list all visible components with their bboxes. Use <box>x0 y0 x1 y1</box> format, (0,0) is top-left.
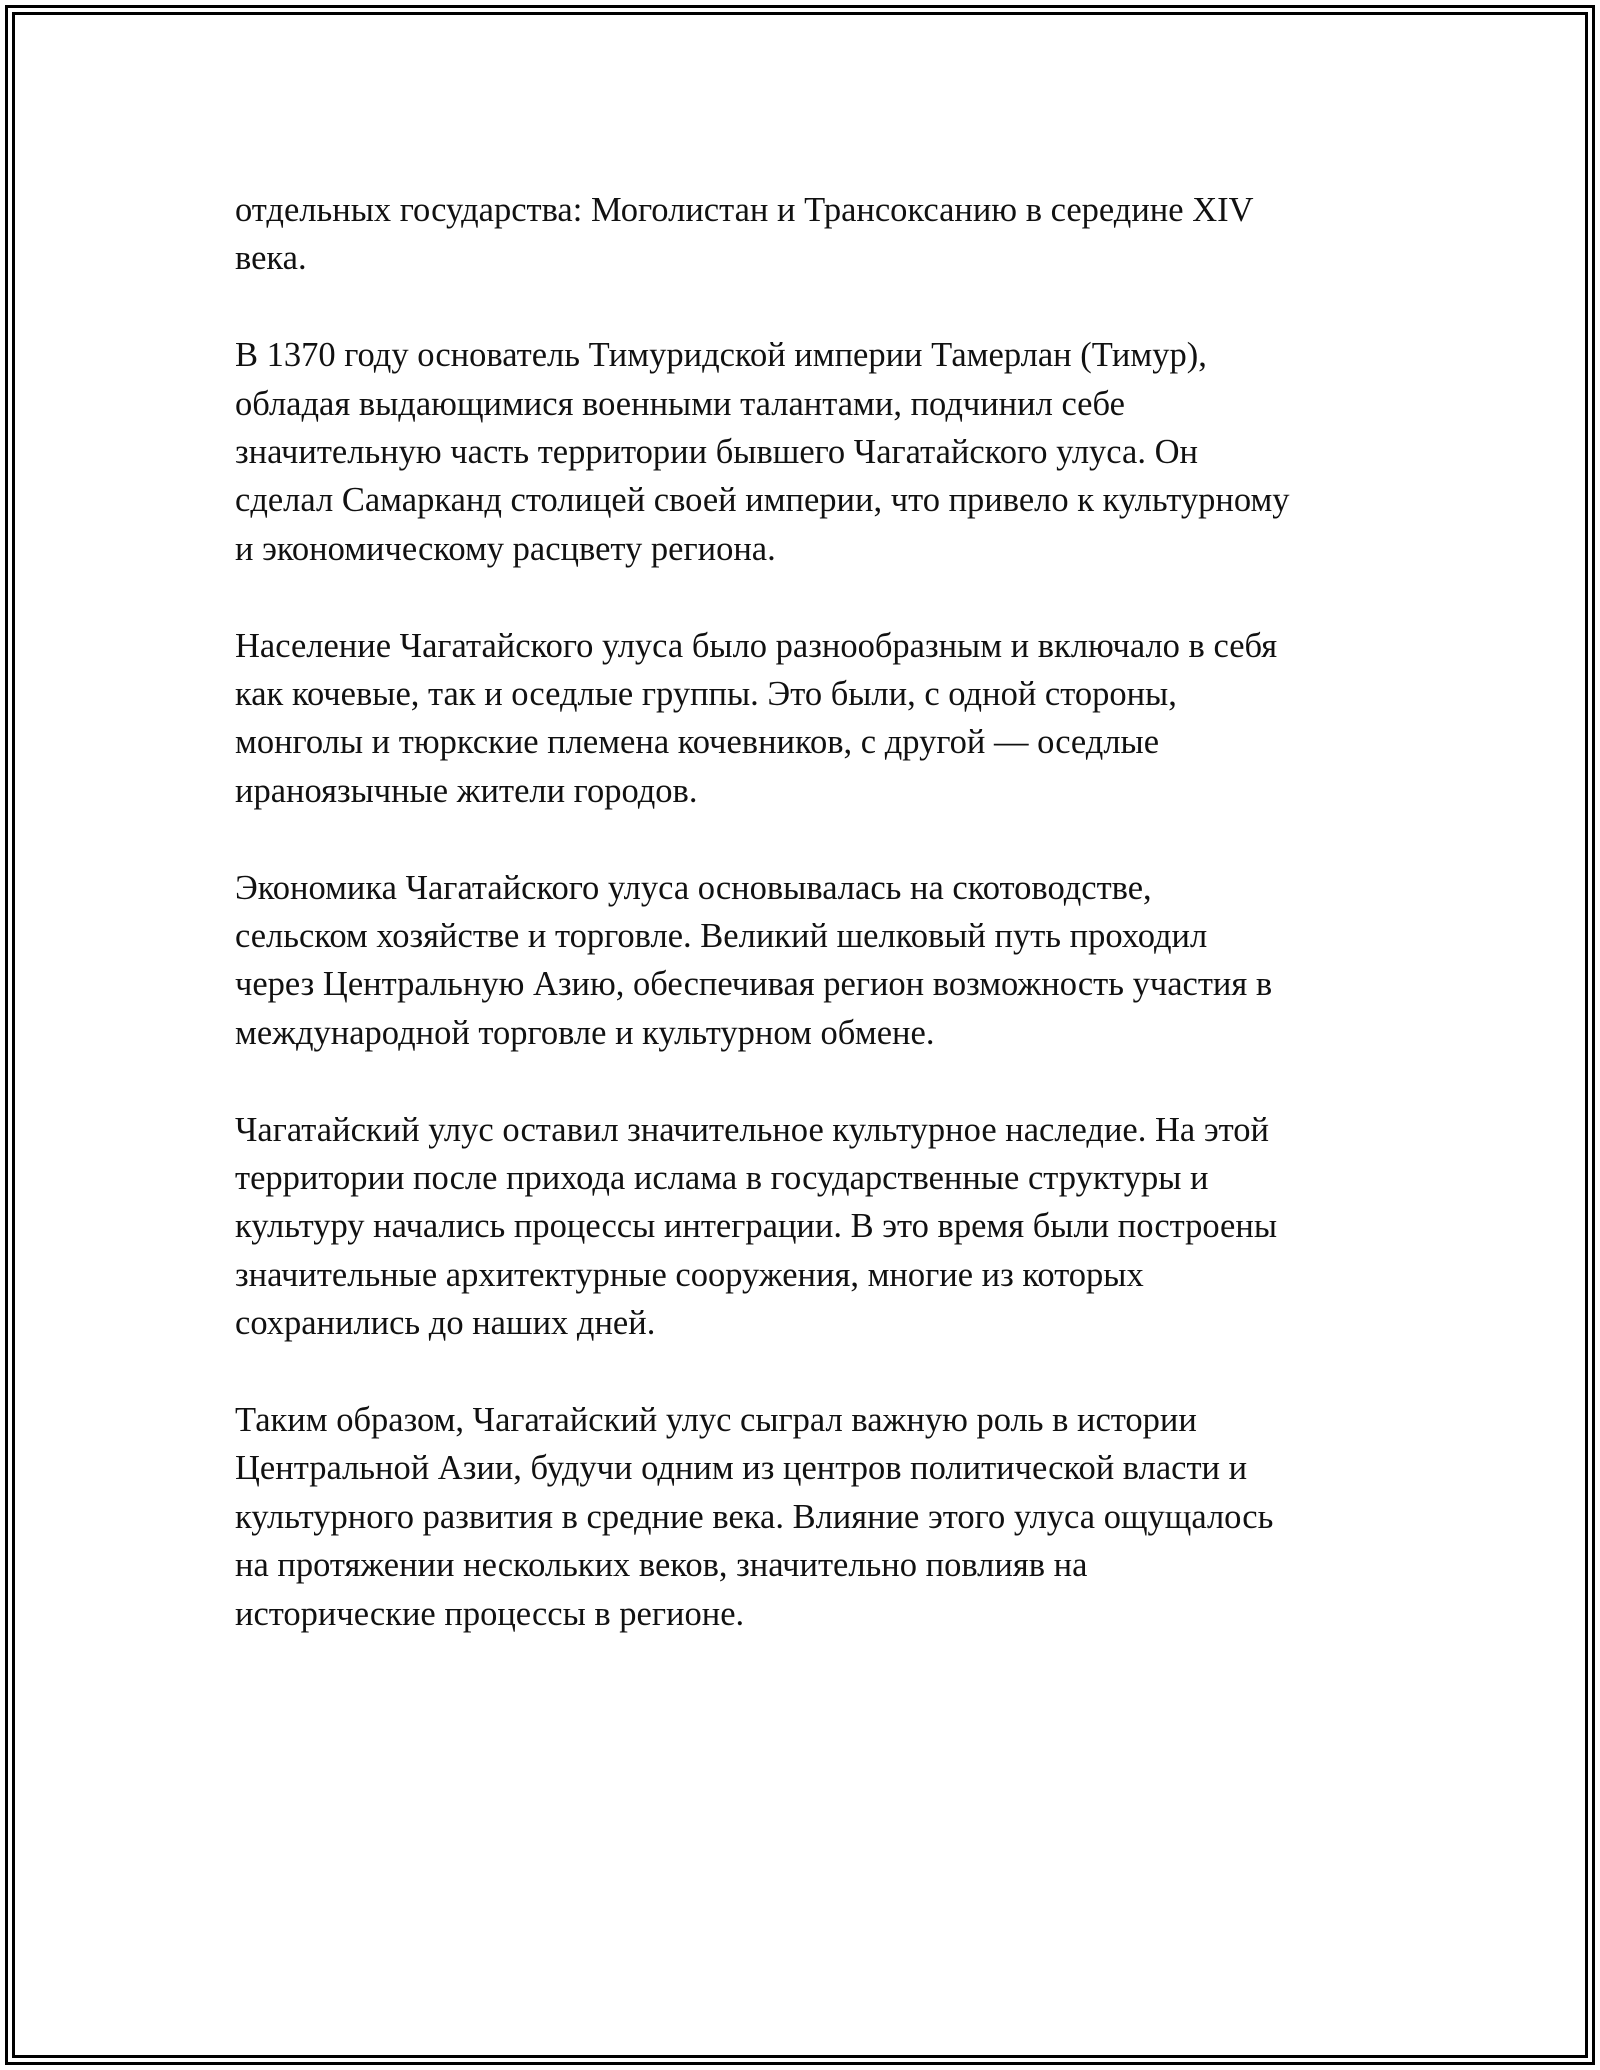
text-line: и экономическому расцвету региона. <box>235 529 776 568</box>
text-line: Экономика Чагатайского улуса основывалась на скотоводстве, <box>235 868 1152 907</box>
document-body <box>235 186 1385 1687</box>
text-line: территории после прихода ислама в государственные структуры и <box>235 1159 1209 1198</box>
paragraph-4 <box>235 864 1385 1058</box>
paragraph-3 <box>235 622 1385 816</box>
text-line: сохранились до наших дней. <box>235 1304 656 1343</box>
text-line: сделал Самарканд столицей своей империи, что привело к культурному <box>235 481 1290 520</box>
text-line: культурного развития в средние века. Влияние этого улуса ощущалось <box>235 1497 1274 1536</box>
text-line: культуру начались процессы интеграции. В это время были построены <box>235 1207 1278 1246</box>
text-line: Население Чагатайского улуса было разнообразным и включало в себя <box>235 626 1278 665</box>
paragraph-5 <box>235 1106 1385 1348</box>
text-line: ираноязычные жители городов. <box>235 771 698 810</box>
text-line: через Центральную Азию, обеспечивая регион возможность участия в <box>235 965 1273 1004</box>
text-line: века. <box>235 239 307 278</box>
paragraph-1 <box>235 186 1385 283</box>
paragraph-2 <box>235 331 1385 573</box>
text-line: обладая выдающимися военными талантами, подчинил себе <box>235 384 1125 423</box>
text-line: монголы и тюркские племена кочевников, с другой — оседлые <box>235 723 1160 762</box>
text-line: международной торговле и культурном обмене. <box>235 1013 935 1052</box>
text-line: В 1370 году основатель Тимуридской империи Тамерлан (Тимур), <box>235 336 1207 375</box>
text-line: как кочевые, так и оседлые группы. Это были, с одной стороны, <box>235 675 1177 714</box>
text-line: на протяжении нескольких веков, значительно повлияв на <box>235 1546 1088 1585</box>
paragraph-6 <box>235 1396 1385 1638</box>
text-line: Центральной Азии, будучи одним из центров политической власти и <box>235 1449 1248 1488</box>
text-line: Таким образом, Чагатайский улус сыграл важную роль в истории <box>235 1401 1197 1440</box>
text-line: значительные архитектурные сооружения, многие из которых <box>235 1255 1144 1294</box>
text-line: отдельных государства: Моголистан и Трансоксанию в середине XIV <box>235 191 1254 229</box>
text-line: Чагатайский улус оставил значительное культурное наследие. На этой <box>235 1110 1269 1149</box>
text-line: сельском хозяйстве и торговле. Великий шелковый путь проходил <box>235 917 1208 956</box>
text-line: исторические процессы в регионе. <box>235 1594 745 1633</box>
text-line: значительную часть территории бывшего Чагатайского улуса. Он <box>235 433 1198 472</box>
